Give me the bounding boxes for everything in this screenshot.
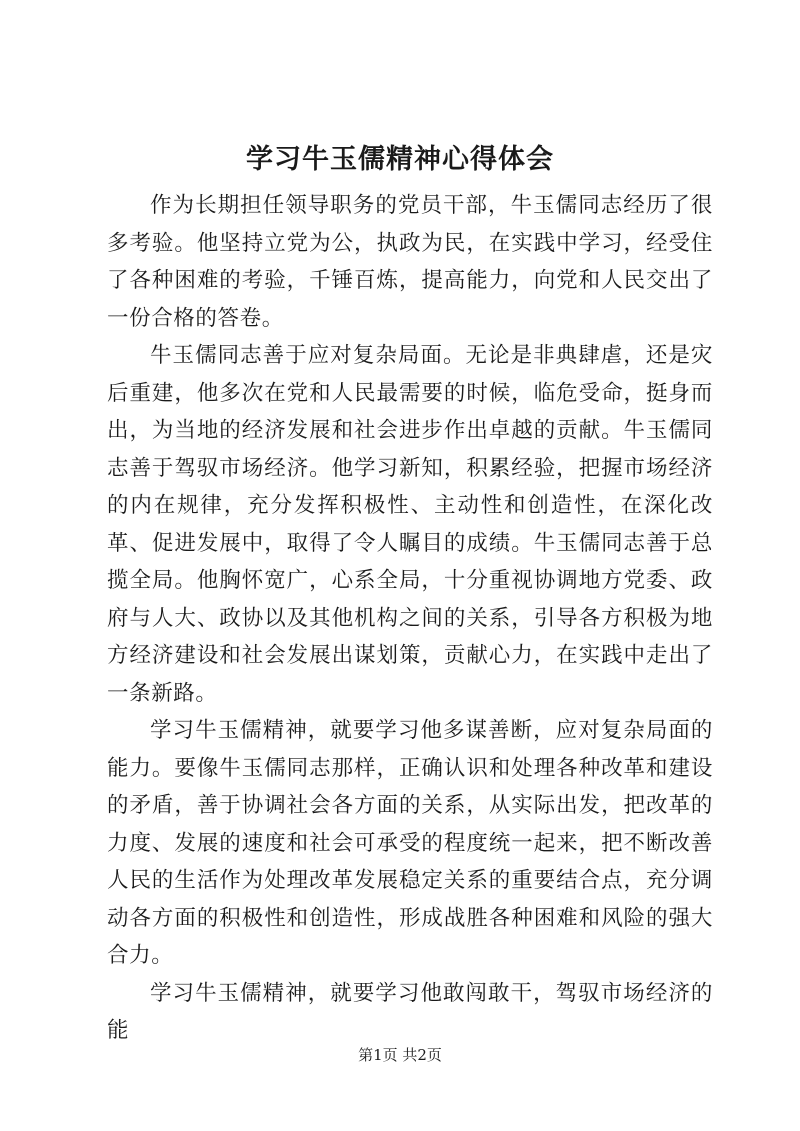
paragraph-2: 牛玉儒同志善于应对复杂局面。无论是非典肆虐，还是灾后重建，他多次在党和人民最需要的时候，临危受命，挺身而出，为当地的经济发展和社会进步作出卓越的贡献。牛玉儒同志善于驾驭市场经济。他学习新知，积累经验，把握市场经济的内在规律，充分发挥积极性、主动性和创造性，在深化改革、促进发展中，取得了令人瞩目的成绩。牛玉儒同志善于总揽全局。他胸怀宽广，心系全局，十分重视协调地方党委、政府与人大、政协以及其他机构之间的关系，引导各方积极为地方经济建设和社会发展出谋划策，贡献心力，在实践中走出了一条新路。 — [107, 343, 713, 706]
paragraph-4: 学习牛玉儒精神，就要学习他敢闯敢干，驾驭市场经济的能 — [107, 980, 713, 1043]
page-footer: 第1页 共2页 — [358, 1046, 442, 1064]
page-title: 学习牛玉儒精神心得体会 — [246, 144, 554, 175]
document-body — [107, 187, 713, 1050]
paragraph-1: 作为长期担任领导职务的党员干部，牛玉儒同志经历了很多考验。他坚持立党为公，执政为民，在实践中学习，经受住了各种困难的考验，千锤百炼，提高能力，向党和人民交出了一份合格的答卷。 — [107, 193, 713, 331]
paragraph-3: 学习牛玉儒精神，就要学习他多谋善断，应对复杂局面的能力。要像牛玉儒同志那样，正确认识和处理各种改革和建设的矛盾，善于协调社会各方面的关系，从实际出发，把改革的力度、发展的速度和社会可承受的程度统一起来，把不断改善人民的生活作为处理改革发展稳定关系的重要结合点，充分调动各方面的积极性和创造性，形成战胜各种困难和风险的强大合力。 — [107, 718, 713, 968]
